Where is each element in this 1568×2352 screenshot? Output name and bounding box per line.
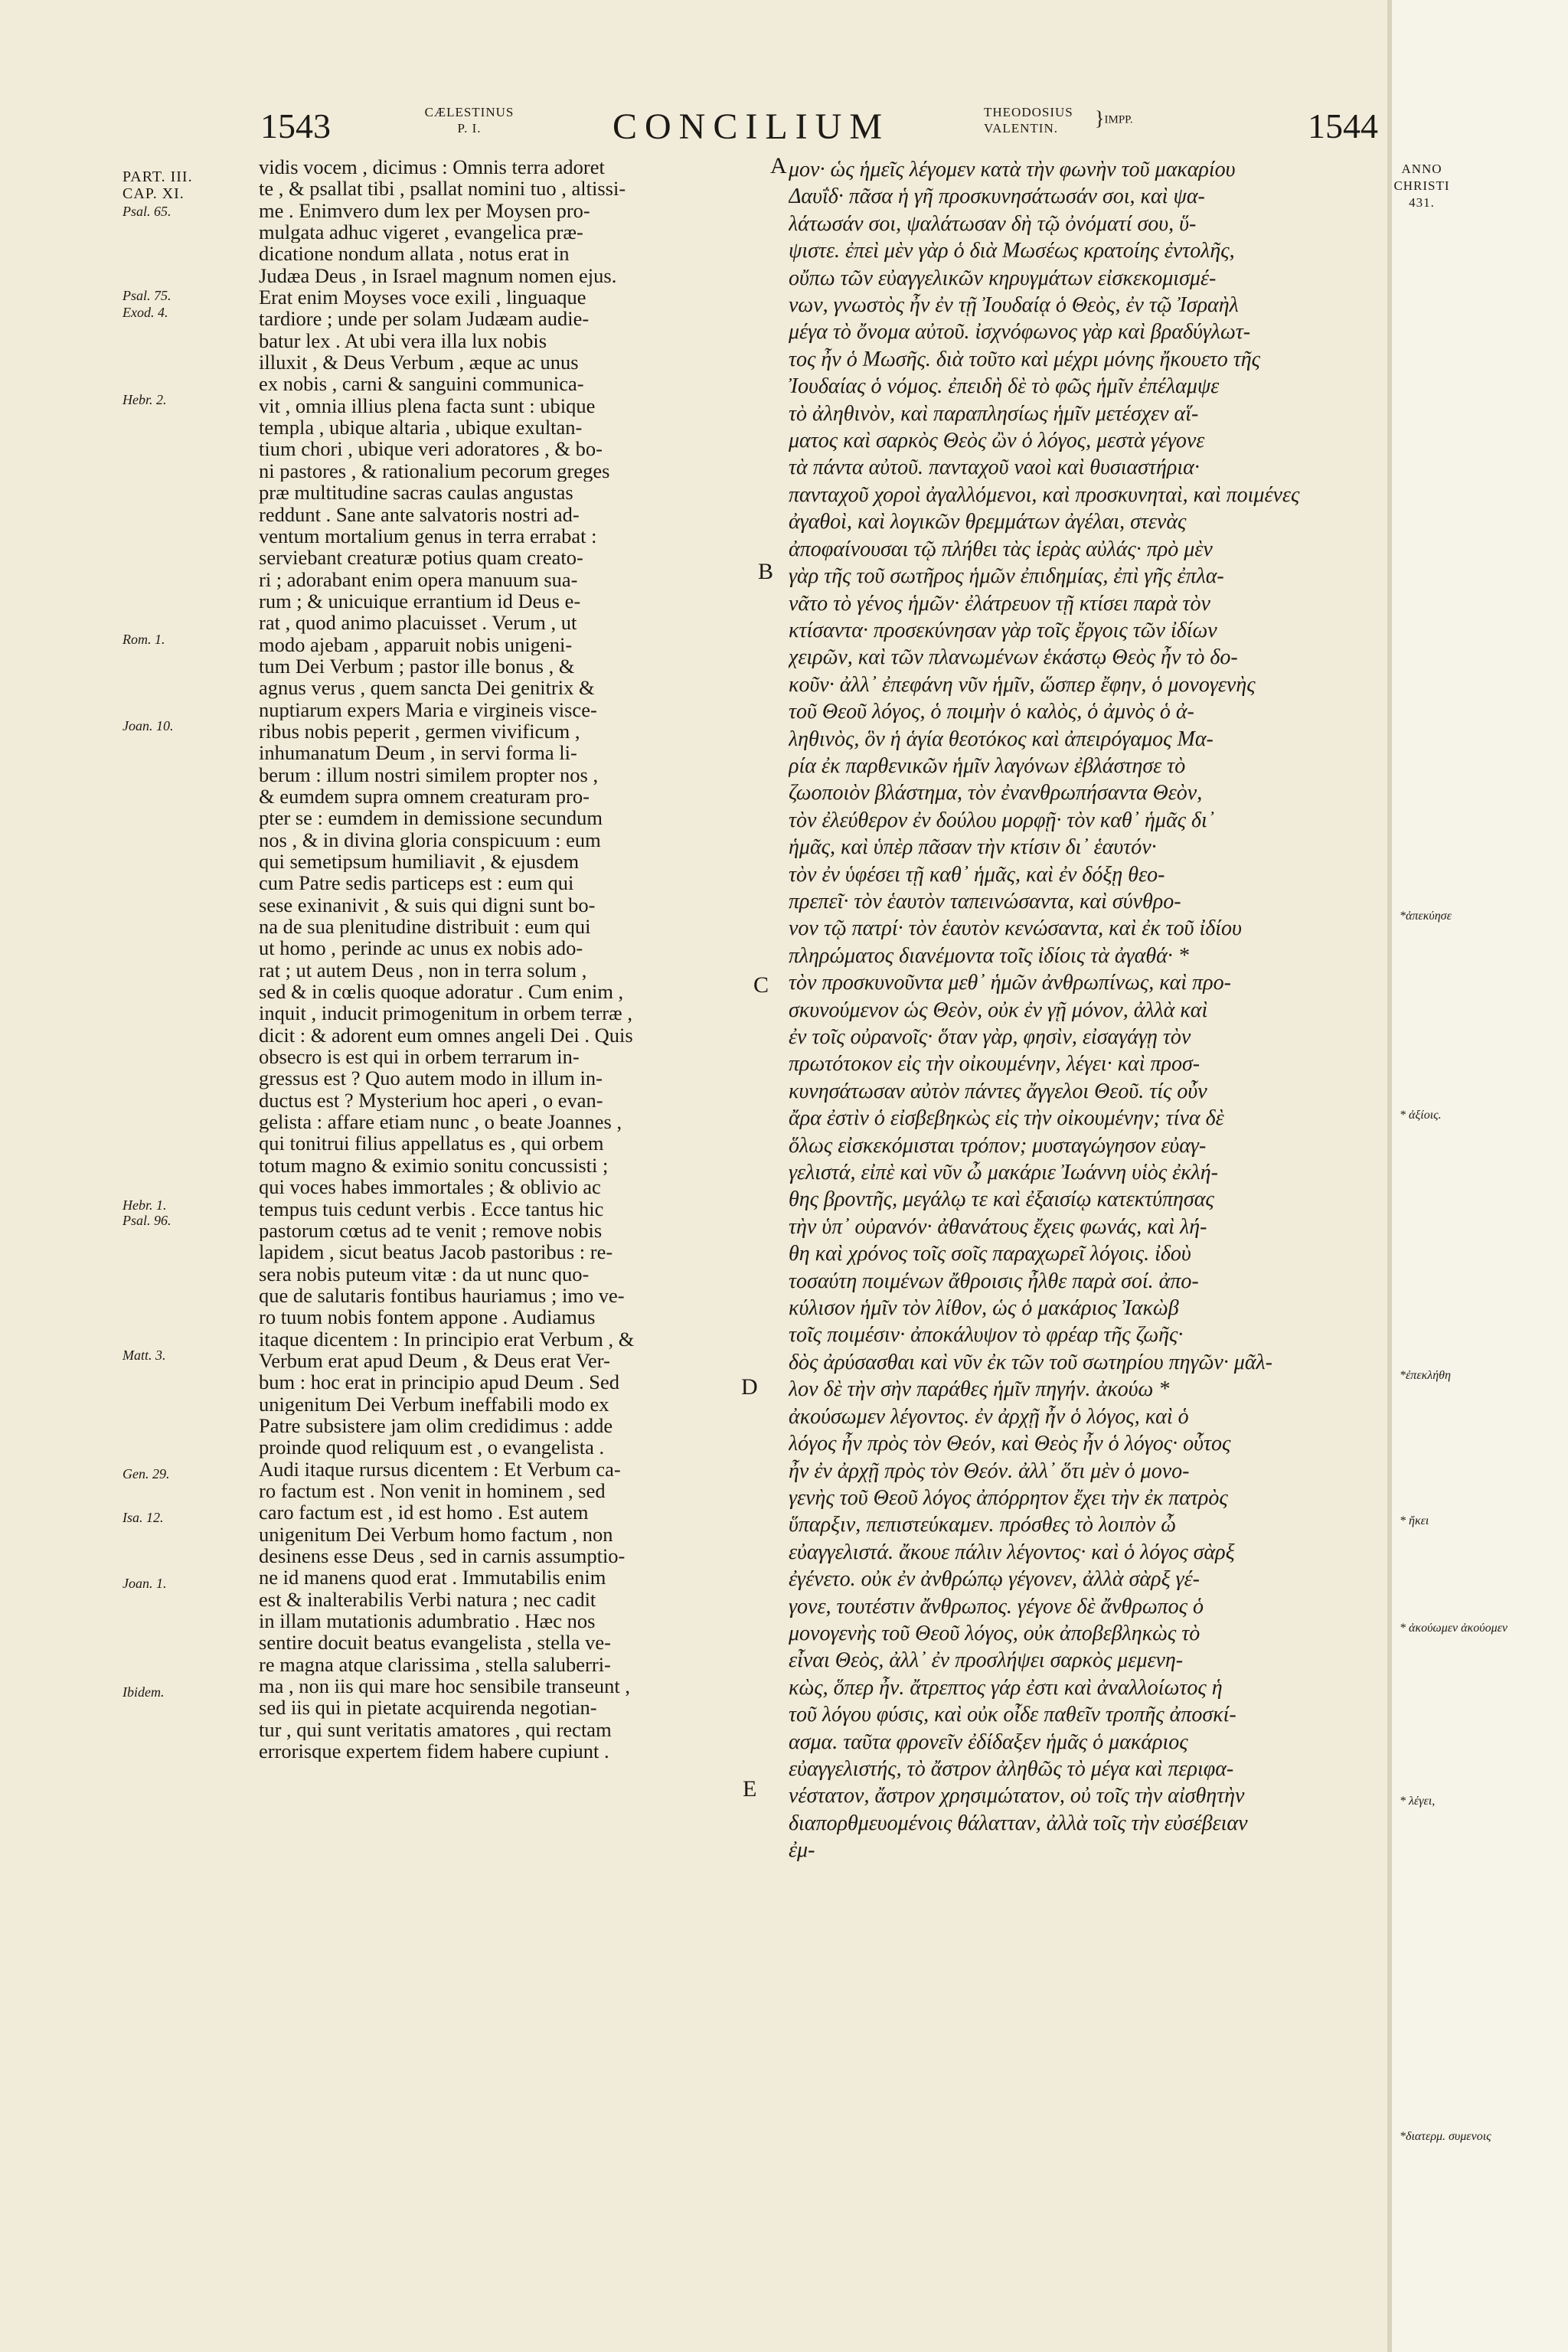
latin-text-line: itaque dicentem : In principio erat Verbum , & (259, 1328, 635, 1350)
greek-text-line: λάτωσάν σοι, ψαλάτωσαν δὴ τῷ ὀνόματί σου, ὕ- (789, 211, 1197, 236)
greek-text-line: εὐαγγελιστά. ἄκουε πάλιν λέγοντος· καὶ ὁ λόγος σὰρξ (789, 1540, 1235, 1564)
latin-text-line: & eumdem supra omnem creaturam pro- (259, 785, 590, 808)
margin-reference: Psal. 65. (122, 204, 172, 219)
greek-text-line: ἐγένετο. οὐκ ἐν ἀνθρώπῳ γέγονεν, ἀλλὰ σὰρξ γέ- (789, 1567, 1200, 1592)
latin-text-line: dicatione nondum allata , notus erat in (259, 243, 570, 265)
latin-text-line: ma , non iis qui mare hoc sensibile transeunt , (259, 1675, 630, 1697)
running-head-line: THEODOSIUS (984, 105, 1073, 119)
greek-text-line: τὸν ἐν ὑφέσει τῇ καθ᾽ ἡμᾶς, καὶ ἐν δόξῃ θεο- (789, 862, 1165, 887)
greek-text-line: ἀγαθοὶ, καὶ λογικῶν θρεμμάτων ἀγέλαι, στενὰς (789, 510, 1187, 534)
margin-reference: Hebr. 2. (122, 392, 167, 407)
greek-text-line: τος ἦν ὁ Μωσῆς. διὰ τοῦτο καὶ μέχρι μόνης ἤκουετο τῆς (789, 347, 1261, 371)
greek-text-line: ἀποφαίνουσαι τῷ πλήθει τὰς ἱερὰς αὐλάς· πρὸ μὲν (789, 537, 1213, 561)
latin-text-line: nuptiarum expers Maria e virgineis visce- (259, 698, 597, 720)
anno-line: CHRISTI (1393, 178, 1450, 193)
greek-text-line: γονε, τουτέστιν ἄνθρωπος. γέγονε δὲ ἄνθρωπος ὁ (789, 1594, 1204, 1619)
greek-text-line: λόγος ἦν πρὸς τὸν Θεόν, καὶ Θεὸς ἦν ὁ λόγος· οὗτος (789, 1432, 1231, 1456)
latin-text-line: me . Enimvero dum lex per Moysen pro- (259, 199, 590, 222)
latin-text-line: præ multitudine sacras caulas angustas (259, 482, 573, 504)
anno-line: ANNO (1401, 162, 1442, 176)
margin-reference: Joan. 10. (122, 718, 174, 733)
greek-text-line: τὸ ἀληθινὸν, καὶ παραπλησίως ἡμῖν μετέσχεν αἵ- (789, 401, 1199, 426)
latin-text-line: gressus est ? Quo autem modo in illum in- (259, 1067, 603, 1089)
latin-text-line: ri ; adorabant enim opera manuum sua- (259, 568, 578, 590)
margin-reference: Exod. 4. (122, 305, 168, 320)
latin-text-line: rum ; & unicuique errantium id Deus e- (259, 590, 581, 612)
latin-text-line: que de salutaris fontibus hauriamus ; imo ve- (259, 1284, 625, 1307)
latin-text-line: na de sua plenitudine distribuit : eum qui (259, 916, 591, 938)
greek-text-line: οὔπω τῶν εὐαγγελικῶν κηρυγμάτων εἰσκεκομισμέ- (789, 266, 1217, 290)
latin-text-line: ventum mortalium genus in terra errabat : (259, 524, 597, 547)
margin-variant: * ἤκει (1400, 1514, 1429, 1527)
greek-text-line: ματος καὶ σαρκὸς Θεὸς ὢν ὁ λόγος, μεστὰ γέγονε (789, 429, 1205, 453)
latin-text-line: ribus nobis peperit , germen vivificum , (259, 720, 580, 743)
latin-text-line: pastorum cœtus ad te venit ; remove nobis (259, 1219, 603, 1242)
greek-text-line: τοῦ Θεοῦ λόγος, ὁ ποιμὴν ὁ καλὸς, ὁ ἀμνὸς ὁ ἀ- (789, 700, 1194, 724)
greek-text-line: θης βροντῆς, μεγάλῳ τε καὶ ἐξαισίῳ κατεκτύπησας (789, 1187, 1214, 1212)
greek-text-line: τὸν προσκυνοῦντα μεθ᾽ ἡμῶν ἀνθρωπίνως, καὶ προ- (789, 971, 1231, 995)
greek-text-line: λον δὲ τὴν σὴν παράθες ἡμῖν πηγήν. ἀκούω * (789, 1377, 1170, 1402)
anno-line: 431. (1409, 195, 1435, 210)
latin-text-line: templa , ubique altaria , ubique exultan- (259, 416, 583, 439)
margin-reference: Isa. 12. (122, 1510, 164, 1525)
margin-reference: Matt. 3. (122, 1348, 166, 1363)
latin-text-line: modo ajebam , apparuit nobis unigeni- (259, 633, 573, 655)
latin-text-line: inhumanatum Deum , in servi forma li- (259, 742, 577, 764)
page-title: CONCILIUM (612, 106, 890, 147)
greek-text-line: ασμα. ταῦτα φρονεῖν ἐδίδαξεν ἡμᾶς ὁ μακάριος (789, 1730, 1188, 1754)
left-page-number: 1543 (260, 106, 331, 145)
latin-text-line: obsecro is est qui in orbem terrarum in- (259, 1046, 580, 1068)
latin-text-line: ductus est ? Mysterium hoc aperi , o evan- (259, 1089, 603, 1112)
latin-text-line: vidis vocem , dicimus : Omnis terra adoret (259, 156, 605, 178)
running-head-line: VALENTIN. (984, 121, 1058, 136)
latin-text-line: unigenitum Dei Verbum homo factum , non (259, 1523, 613, 1545)
page-header (0, 101, 1387, 162)
latin-text-line: Audi itaque rursus dicentem : Et Verbum ca- (259, 1458, 621, 1480)
latin-text-line: re magna atque clarissima , stella saluberri- (259, 1653, 611, 1676)
latin-text-line: tum Dei Verbum ; pastor ille bonus , & (259, 655, 575, 678)
latin-text-line: caro factum est , id est homo . Est autem (259, 1501, 589, 1524)
right-page-number: 1544 (1308, 106, 1378, 145)
latin-text-line: ni pastores , & rationalium pecorum greges (259, 459, 610, 482)
facing-page-edge (1387, 0, 1568, 2352)
greek-text-line: τὰ πάντα αὐτοῦ. πανταχοῦ ναοὶ καὶ θυσιαστήρια· (789, 456, 1200, 480)
margin-reference: Rom. 1. (122, 632, 165, 647)
greek-text-line: γὰρ τῆς τοῦ σωτῆρος ἡμῶν ἐπιδημίας, ἐπὶ γῆς ἐπλα- (789, 564, 1224, 589)
running-head-line: CÆLESTINUS (424, 105, 514, 119)
margin-reference: Joan. 1. (122, 1576, 167, 1591)
greek-text-line: ἀκούσωμεν λέγοντος. ἐν ἀρχῇ ἦν ὁ λόγος, καὶ ὁ (789, 1404, 1189, 1429)
greek-text-line: μέγα τὸ ὄνομα αὐτοῦ. ἰσχνόφωνος γὰρ καὶ βραδύγλωτ- (789, 320, 1251, 345)
margin-reference: Ibidem. (122, 1684, 165, 1700)
greek-text-line: κοῦν· ἀλλ᾽ ἐπεφάνη νῦν ἡμῖν, ὥσπερ ἔφην, ὁ μονογενὴς (789, 672, 1256, 697)
latin-text-line: berum : illum nostri similem propter nos , (259, 763, 599, 786)
latin-text-line: vit , omnia illius plena facta sunt : ubique (259, 394, 596, 417)
greek-text-line: νᾶτο τὸ γένος ἡμῶν· ἐλάτρευον τῇ κτίσει παρὰ τὸν (789, 591, 1210, 616)
latin-text-line: Judæa Deus , in Israel magnum nomen ejus. (259, 264, 617, 287)
margin-reference: Psal. 96. (122, 1213, 172, 1228)
latin-text-line: gelista : affare etiam nunc , o beate Joannes , (259, 1111, 622, 1133)
imperator-label: IMPP. (1104, 113, 1133, 126)
section-letter: A (770, 153, 787, 178)
greek-text-line: κυνησάτωσαν αὐτὸν πάντες ἄγγελοι Θεοῦ. τίς οὖν (789, 1079, 1207, 1103)
latin-text-line: dicit : & adorent eum omnes angeli Dei . Quis (259, 1024, 633, 1047)
greek-text-line: ψιστε. ἐπεὶ μὲν γὰρ ὁ διὰ Μωσέως κρατοίης ἐντολῆς, (789, 239, 1235, 263)
greek-text-line: διαπορθμευομένοις θάλατταν, ἀλλὰ τοῖς τὴν εὐσέβειαν (789, 1811, 1248, 1835)
greek-text-line: εὐαγγελιστής, τὸ ἄστρον ἀληθῶς τὸ μέγα καὶ περιφα- (789, 1756, 1234, 1781)
running-head-line: P. I. (457, 121, 482, 136)
greek-text-line: Δαυΐδ· πᾶσα ἡ γῆ προσκυνησάτωσάν σοι, καὶ ψα- (789, 185, 1205, 209)
latin-text-line: sentire docuit beatus evangelista , stella ve- (259, 1632, 611, 1654)
section-letter: D (741, 1374, 758, 1400)
margin-reference: Psal. 75. (122, 288, 172, 303)
latin-text-line: sed iis qui in pietate acquirenda negotian- (259, 1697, 597, 1719)
latin-text-line: ut homo , perinde ac unus ex nobis ado- (259, 937, 583, 959)
latin-text-line: serviebant creaturæ potius quam creato- (259, 547, 583, 569)
greek-text-line: κύλισον ἡμῖν τὸν λίθον, ὡς ὁ μακάριος Ἰακὼβ (789, 1296, 1179, 1321)
latin-text-line: pter se : eumdem in demissione secundum (259, 807, 603, 829)
margin-cap: CAP. XI. (122, 185, 185, 202)
greek-text-line: ἡμᾶς, καὶ ὑπὲρ πᾶσαν τὴν κτίσιν δι᾽ ἑαυτόν· (789, 835, 1157, 860)
latin-text-line: sese exinanivit , & suis qui digni sunt bo- (259, 893, 596, 916)
greek-column (789, 156, 1370, 1864)
greek-text-line: τοσαύτη ποιμένων ἄθροισις ἦλθε παρὰ σοί. ἀπο- (789, 1269, 1199, 1293)
greek-text-line: νέστατον, ἄστρον χρησιμώτατον, οὐ τοῖς τὴν αἰσθητὴν (789, 1784, 1245, 1808)
latin-text-line: proinde quod reliquum est , o evangelista . (259, 1436, 605, 1459)
latin-text-line: agnus verus , quem sancta Dei genitrix & (259, 677, 595, 699)
greek-text-line: ληθινὸς, ὃν ἡ ἁγία θεοτόκος καὶ ἀπειρόγαμος Μα- (789, 727, 1214, 751)
greek-text-line: ὅλως εἰσκεκόμισται τρόπον; μυσταγώγησον εὐαγ- (789, 1133, 1207, 1158)
latin-text-line: qui voces habes immortales ; & oblivio ac (259, 1176, 601, 1198)
margin-variant: *ἐπεκλήθη (1400, 1369, 1451, 1382)
greek-text-line: ὕπαρξιν, πεπιστεύκαμεν. πρόσθες τὸ λοιπὸν ὦ (789, 1513, 1177, 1537)
greek-text-line: τὴν ὑπ᾽ οὐρανόν· ἀθανάτους ἔχεις φωνάς, καὶ λή- (789, 1214, 1207, 1239)
latin-text-line: Patre subsistere jam olim credidimus : adde (259, 1414, 613, 1437)
margin-variant: * λέγει, (1400, 1795, 1436, 1808)
latin-text-line: mulgata adhuc vigeret , evangelica præ- (259, 221, 583, 243)
greek-text-line: μονογενὴς τοῦ Θεοῦ λόγος, οὐκ ἀποβεβληκὼς τὸ (789, 1621, 1200, 1645)
left-running-head (420, 104, 519, 136)
latin-text-line: rat , quod animo placuisset . Verum , ut (259, 612, 577, 634)
imperator-brace: }IMPP. (1095, 107, 1133, 129)
greek-text-line: τοῦ λόγου φύσις, καὶ οὐκ οἶδε παθεῖν τροπῆς ἀποσκί- (789, 1703, 1236, 1727)
latin-text-line: te , & psallat tibi , psallat nomini tuo , altissi- (259, 178, 626, 200)
latin-text-line: lapidem , sicut beatus Jacob pastoribus : re- (259, 1241, 613, 1263)
latin-text-line: rat ; ut autem Deus , non in terra solum , (259, 959, 587, 982)
greek-text-line: πληρώματος διανέμοντα τοῖς ἰδίοις τὰ ἀγαθά· * (789, 943, 1189, 968)
greek-text-line: σκυνούμενον ὡς Θεὸν, οὐκ ἐν γῇ μόνον, ἀλλὰ καὶ (789, 998, 1208, 1022)
latin-text-line: ro tuum nobis fontem appone . Audiamus (259, 1306, 596, 1328)
margin-reference: Gen. 29. (122, 1466, 170, 1481)
latin-text-line: sera nobis puteum vitæ : da ut nunc quo- (259, 1263, 590, 1285)
latin-text-line: qui tonitrui filius appellatus es , qui orbem (259, 1132, 604, 1155)
latin-text-line: sed & in cœlis quoque adoratur . Cum enim , (259, 981, 624, 1003)
greek-text-line: νον τῷ πατρί· τὸν ἑαυτὸν κενώσαντα, καὶ ἐκ τοῦ ἰδίου (789, 916, 1242, 941)
greek-text-line: νων, γνωστὸς ἦν ἐν τῇ Ἰουδαίᾳ ὁ Θεὸς, ἐν τῷ Ἰσραὴλ (789, 293, 1239, 318)
greek-text-line: μον· ὡς ἡμεῖς λέγομεν κατὰ τὴν φωνὴν τοῦ μακαρίου (789, 158, 1236, 181)
latin-text-line: ex nobis , carni & sanguini communica- (259, 373, 584, 395)
margin-variant: * ἀκούωμεν ἀκούομεν (1400, 1622, 1508, 1635)
greek-text-line: ἐμ- (789, 1838, 815, 1863)
latin-text-line: qui semetipsum humiliavit , & ejusdem (259, 851, 580, 873)
margin-part: PART. III. (122, 168, 193, 185)
greek-text-line: τὸν ἐλεύθερον ἐν δούλου μορφῇ· τὸν καθ᾽ ἡμᾶς δι᾽ (789, 808, 1215, 832)
latin-text-line: tardiore ; unde per solam Judæam audie- (259, 308, 590, 330)
latin-text-line: tur , qui sunt veritatis amatores , qui rectam (259, 1718, 612, 1741)
latin-text-line: bum : hoc erat in principio apud Deum . Sed (259, 1371, 620, 1393)
right-running-head (984, 104, 1073, 136)
greek-text-line: πρωτότοκον εἰς τὴν οἰκουμένην, λέγει· καὶ προσ- (789, 1052, 1200, 1076)
greek-text-line: γενὴς τοῦ Θεοῦ λόγος ἀπόρρητον ἔχει τὴν ἐκ πατρὸς (789, 1485, 1228, 1510)
latin-text-line: tempus tuis cedunt verbis . Ecce tantus hic (259, 1197, 604, 1220)
greek-text-line: ρία ἐκ παρθενικῶν ἡμῖν λαγόνων ἐβλάστησε τὸ (789, 753, 1186, 778)
greek-text-line: ἦν ἐν ἀρχῇ πρὸς τὸν Θεόν. ἀλλ᾽ ὅτι μὲν ὁ μονο- (789, 1459, 1190, 1483)
latin-text-line: in illam mutationis adumbratio . Hæc nos (259, 1610, 596, 1632)
greek-text-line: γελιστά, εἰπὲ καὶ νῦν ὦ μακάριε Ἰωάννη υἱὸς ἐκλή- (789, 1161, 1218, 1185)
latin-text-line: errorisque expertem fidem habere cupiunt . (259, 1740, 609, 1762)
latin-text-line: batur lex . At ubi vera illa lux nobis (259, 329, 547, 352)
margin-variant: * ἀξίοις. (1400, 1109, 1442, 1122)
greek-text-line: δὸς ἀρύσασθαι καὶ νῦν ἐκ τῶν τοῦ σωτηρίου πηγῶν· μᾶλ- (789, 1350, 1273, 1374)
latin-column (259, 156, 758, 1762)
latin-text-line: ro factum est . Non venit in hominem , sed (259, 1479, 606, 1502)
latin-text-line: cum Patre sedis particeps est : eum qui (259, 872, 574, 894)
margin-variant: *διατερμ. συμενοις (1400, 2130, 1491, 2143)
greek-text-line: Ἰουδαίας ὁ νόμος. ἐπειδὴ δὲ τὸ φῶς ἡμῖν ἐπέλαμψε (789, 374, 1220, 399)
latin-text-line: reddunt . Sane ante salvatoris nostri ad- (259, 503, 580, 525)
latin-text-line: nos , & in divina gloria conspicuum : eum (259, 828, 601, 851)
latin-text-line: Verbum erat apud Deum , & Deus erat Ver- (259, 1349, 610, 1372)
latin-text-line: est & inalterabilis Verbi natura ; nec cadit (259, 1588, 596, 1611)
latin-text-line: tium chori , ubique veri adoratores , & bo- (259, 438, 603, 460)
greek-text-line: ἐν τοῖς οὐρανοῖς· ὅταν γὰρ, φησὶν, εἰσαγάγῃ τὸν (789, 1025, 1191, 1049)
latin-text-line: totum magno & eximio sonitu concussisti ; (259, 1154, 609, 1177)
greek-text-line: κτίσαντα· προσεκύνησαν γὰρ τοῖς ἔργοις τῶν ἰδίων (789, 618, 1217, 642)
latin-text-line: unigenitum Dei Verbum ineffabili modo ex (259, 1393, 609, 1415)
margin-variant: *ἀπεκύησε (1400, 910, 1452, 923)
latin-text-line: ne id manens quod erat . Immutabilis enim (259, 1566, 606, 1589)
latin-text-line: inquit , inducit primogenitum in orbem terræ , (259, 1002, 632, 1024)
greek-text-line: χειρῶν, καὶ τῶν πλανωμένων ἑκάστῳ Θεὸς ἦν τὸ δο- (789, 645, 1238, 670)
greek-text-line: ἄρα ἐστὶν ὁ εἰσβεβηκὼς εἰς τὴν οἰκουμένην; τίνα δὲ (789, 1106, 1224, 1131)
greek-text-line: θη καὶ χρόνος τοῖς σοῖς παραχωρεῖ λόγοις. ἰδοὺ (789, 1242, 1191, 1266)
greek-text-line: πρεπεῖ· τὸν ἑαυτὸν ταπεινώσαντα, καὶ σύνθρο- (789, 889, 1181, 913)
greek-text-line: ζωοποιὸν βλάστημα, τὸν ἐνανθρωπήσαντα Θεὸν, (789, 781, 1203, 805)
greek-text-line: τοῖς ποιμέσιν· ἀποκάλυψον τὸ φρέαρ τῆς ζωῆς· (789, 1323, 1184, 1348)
section-letter: B (758, 559, 774, 584)
latin-text-line: Erat enim Moyses voce exili , linguaque (259, 286, 586, 309)
section-letter: E (743, 1776, 757, 1802)
section-letter: C (753, 972, 769, 998)
margin-reference: Hebr. 1. (122, 1197, 167, 1213)
greek-text-line: πανταχοῦ χοροὶ ἀγαλλόμενοι, καὶ προσκυνηταὶ, καὶ ποιμένες (789, 482, 1300, 507)
anno-christi-note (1387, 161, 1456, 211)
latin-text-line: desinens esse Deus , sed in carnis assumptio- (259, 1545, 626, 1567)
latin-text-line: illuxit , & Deus Verbum , æque ac unus (259, 351, 579, 374)
greek-text-line: κὼς, ὅπερ ἦν. ἄτρεπτος γάρ ἐστι καὶ ἀναλλοίωτος ἡ (789, 1675, 1223, 1700)
greek-text-line: εἶναι Θεὸς, ἀλλ᾽ ἐν προσλήψει σαρκὸς μεμενη- (789, 1648, 1184, 1673)
